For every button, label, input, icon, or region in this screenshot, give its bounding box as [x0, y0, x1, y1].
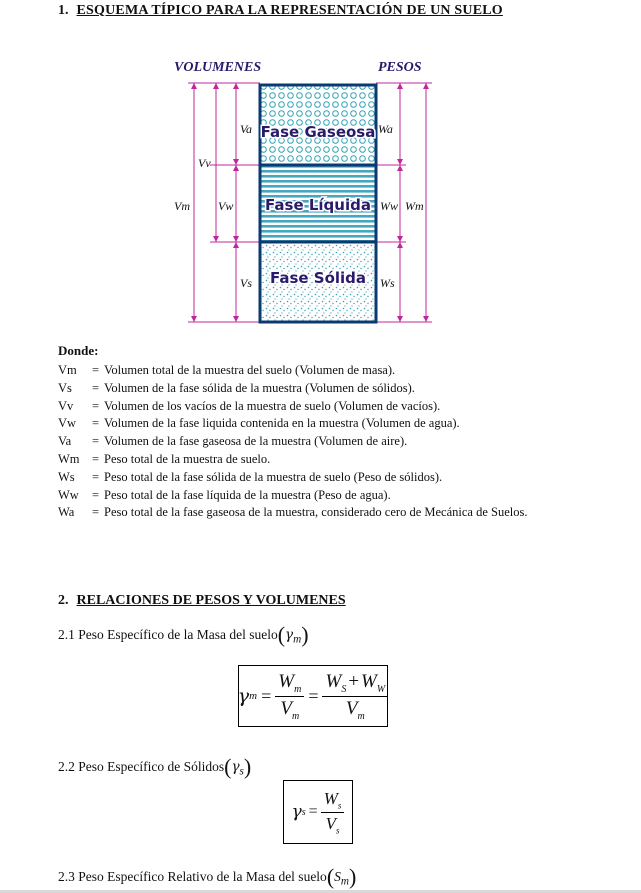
- definition-item: [58, 415, 578, 433]
- formula-lhs: γ: [291, 802, 302, 822]
- definition-item: [58, 504, 578, 522]
- def-equals: =: [92, 451, 100, 466]
- def-equals: =: [92, 398, 100, 413]
- def-equals: =: [92, 363, 100, 377]
- ws-label: Ws: [380, 276, 395, 290]
- gas-phase-label: Fase Gaseosa: [260, 123, 376, 141]
- frac-num-sub: W: [376, 683, 386, 695]
- subsection-2-1: 2.1 Peso Específico de la Masa del $suelo(\gamma_m)$: [58, 622, 309, 647]
- definition-item: [58, 451, 578, 469]
- formula-lhs-sub: m: [249, 690, 258, 702]
- vm-label: Vm: [174, 199, 190, 213]
- wm-label: Wm: [405, 199, 424, 213]
- section-2-heading: [58, 593, 346, 609]
- liquid-phase-label: Fase Líquida: [265, 196, 371, 214]
- solid-phase-label: Fase Sólida: [269, 269, 367, 287]
- def-equals: =: [92, 380, 100, 395]
- formula-equals: =: [261, 685, 272, 706]
- def-symbol: Wm: [58, 451, 80, 466]
- def-symbol: Vw: [58, 416, 77, 431]
- subsection-2-2-subscript: s: [239, 765, 244, 778]
- section-2-title: RELACIONES DE PESOS Y VOLUMENES: [76, 593, 346, 608]
- def-symbol: Ws: [58, 469, 75, 484]
- formula-lhs: γ: [237, 685, 250, 707]
- def-equals: =: [92, 505, 100, 520]
- def-symbol: Vs: [58, 380, 72, 395]
- def-symbol: Vv: [58, 398, 74, 413]
- volumenes-label: VOLUMENES: [174, 60, 262, 75]
- def-description: Volumen de la fase sólida de la muestra (Volumen de sólidos).: [104, 380, 415, 395]
- definition-item: [58, 469, 578, 487]
- subsection-2-2-symbol: γ: [231, 759, 240, 775]
- fraction-ws-ww-vm: [322, 671, 388, 722]
- vw-label: Vw: [218, 199, 234, 213]
- frac-num-sub: s: [337, 800, 342, 811]
- subsection-2-3-label: 2.3 Peso Específico Relativo de la Masa del suelo: [58, 869, 327, 884]
- def-equals: =: [92, 469, 100, 484]
- frac-num: W: [323, 789, 338, 809]
- subsection-2-2-label: 2.2 Peso Específico de Sólidos: [58, 759, 225, 774]
- definition-item: [58, 487, 578, 505]
- definitions-list: [58, 362, 578, 522]
- def-description: Volumen de los vacíos de la muestra de suelo (Volumen de vacíos).: [104, 398, 441, 413]
- definition-item: [58, 380, 578, 398]
- ww-label: Ww: [380, 199, 398, 213]
- definition-item: [58, 433, 578, 451]
- frac-den-sub: m: [357, 710, 365, 722]
- subsection-2-2: 2.2 Peso Específico de $Sólidos(\gamma_s)$: [58, 754, 252, 779]
- vv-label: Vv: [198, 156, 211, 170]
- formula-equals: =: [308, 803, 318, 820]
- def-symbol: Vm: [58, 363, 77, 377]
- va-label: Va: [240, 122, 252, 136]
- frac-den: V: [345, 697, 358, 719]
- definition-item: [58, 362, 578, 380]
- frac-num-sub: S: [341, 683, 347, 695]
- donde-label: Donde:: [58, 343, 99, 358]
- section-1-title: ESQUEMA TÍPICO PARA LA REPRESENTACIÓN DE UN SUELO: [76, 3, 503, 18]
- def-description: Peso total de la muestra de suelo.: [104, 451, 271, 466]
- subsection-2-1-subscript: m: [293, 633, 302, 646]
- def-description: Volumen de la fase gaseosa de la muestra (Volumen de aire).: [104, 434, 408, 449]
- def-description: Peso total de la fase sólida de la muestra de suelo (Peso de sólidos).: [104, 469, 443, 484]
- frac-den: V: [280, 697, 292, 719]
- pesos-label: PESOS: [378, 60, 422, 75]
- def-description: Volumen total de la muestra del suelo (Volumen de masa).: [104, 363, 396, 377]
- def-equals: =: [92, 434, 100, 449]
- frac-num: W: [325, 670, 342, 692]
- formula-box-gamma-s: [283, 780, 353, 844]
- def-equals: =: [92, 487, 100, 502]
- def-symbol: Wa: [58, 505, 75, 520]
- fraction-ws-vs: [321, 789, 345, 835]
- frac-num: W: [278, 670, 295, 692]
- def-equals: =: [92, 416, 100, 431]
- subsection-2-3: 2.3 Peso Específico Relativo de la Masa del $suelo(S_m)$: [58, 864, 357, 889]
- def-description: Peso total de la fase gaseosa de la muestra, considerado cero de Mecánica de Suelos.: [104, 505, 528, 520]
- frac-num-sub: m: [294, 683, 302, 695]
- def-symbol: Ww: [58, 487, 79, 502]
- formula-equals: =: [308, 685, 319, 706]
- subsection-2-1-symbol: γ: [285, 627, 294, 643]
- def-description: Peso total de la fase líquida de la muestra (Peso de agua).: [104, 487, 391, 502]
- fraction-wm-vm: [275, 671, 304, 722]
- wa-label: Wa: [378, 122, 393, 136]
- section-1-number: 1.: [58, 3, 69, 18]
- subsection-2-3-subscript: m: [340, 875, 350, 888]
- soil-phase-diagram: [160, 55, 460, 335]
- subsection-2-1-label: 2.1 Peso Específico de la Masa del suelo: [58, 627, 278, 642]
- frac-den: V: [325, 813, 336, 833]
- def-description: Volumen de la fase liquida contenida en la muestra (Volumen de agua).: [104, 416, 460, 431]
- definition-item: [58, 398, 578, 416]
- frac-den-sub: s: [335, 824, 340, 835]
- subsection-2-3-symbol: S: [334, 869, 341, 884]
- section-1-heading: [58, 3, 503, 19]
- formula-box-gamma-m: [238, 665, 388, 727]
- frac-den-sub: m: [291, 710, 300, 722]
- frac-num: W: [361, 670, 377, 692]
- def-symbol: Va: [58, 434, 72, 449]
- vs-label: Vs: [240, 276, 252, 290]
- plus-sign: +: [348, 670, 360, 692]
- section-2-number: 2.: [58, 593, 69, 608]
- formula-lhs-sub: s: [301, 806, 306, 818]
